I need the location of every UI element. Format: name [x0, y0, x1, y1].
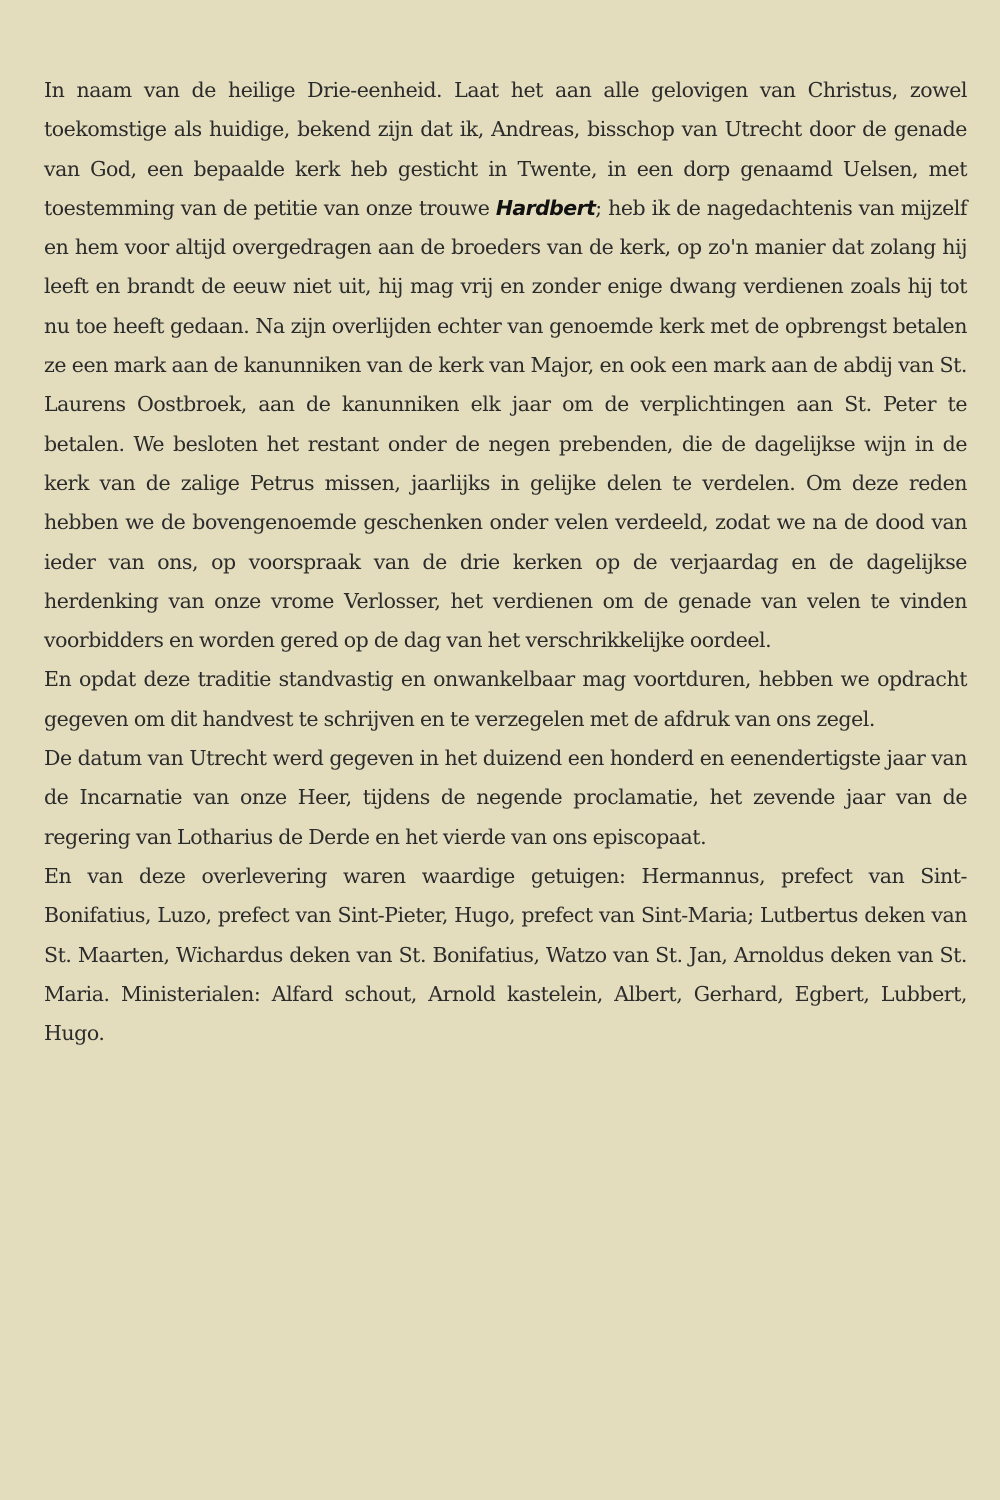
highlighted-name: Hardbert: [495, 195, 596, 220]
paragraph-date: De datum van Utrecht werd gegeven in het duizend een honderd en eenendertigste jaar van de Incarnatie van onze Heer, tijdens de negende proclamatie, het zevende jaar van de regering van Lotharius de Derde en het vierde van ons episcopaat.: [44, 746, 967, 849]
paragraph-tradition: En opdat deze traditie standvastig en onwankelbaar mag voortduren, hebben we opdracht gegeven om dit handvest te schrijven en te verzegelen met de afdruk van ons zegel.: [44, 667, 967, 731]
paragraph-text-before-name: In naam van de heilige Drie-eenheid. Laat het aan alle gelovigen van Christus, zowel toekomstige als huidige, bekend zijn dat ik, Andreas, bisschop van Utrecht door de genade van God, een bepaalde kerk heb gesticht in Twente, in een dorp genaamd Uelsen, met toestemming van de petitie van onze trouwe: [44, 78, 967, 220]
charter-text: [44, 71, 967, 1053]
paragraph-charter-body: [44, 71, 967, 660]
paragraph-witnesses: En van deze overlevering waren waardige getuigen: Hermannus, prefect van Sint-Bonifatius, Luzo, prefect van Sint-Pieter, Hugo, prefect van Sint-Maria; Lutbertus deken van St. Maarten, Wichardus deken van St. Bonifatius, Watzo van St. Jan, Arnoldus deken van St. Maria. Ministerialen: Alfard schout, Arnold kastelein, Albert, Gerhard, Egbert, Lubbert, Hugo.: [44, 863, 967, 1046]
paragraph-text-after-name: ; heb ik de nagedachtenis van mijzelf en hem voor altijd overgedragen aan de broeders van de kerk, op zo'n manier dat zolang hij leeft en brandt de eeuw niet uit, hij mag vrij en zonder enige dwang verdienen zoals hij tot nu toe heeft gedaan. Na zijn overlijden echter van genoemde kerk met de opbrengst betalen ze een mark aan de kanunniken van de kerk van Major, en ook een mark aan de abdij van St. Laurens Oostbroek, aan de kanunniken elk jaar om de verplichtingen aan St. Peter te betalen. We besloten het restant onder de negen prebenden, die de dagelijkse wijn in de kerk van de zalige Petrus missen, jaarlijks in gelijke delen te verdelen. Om deze reden hebben we de bovengenoemde geschenken onder velen verdeeld, zodat we na de dood van ieder van ons, op voorspraak van de drie kerken op de verjaardag en de dagelijkse herdenking van onze vrome Verlosser, het verdienen om de genade van velen te vinden voorbidders en worden gered op de dag van het verschrikkelijke oordeel.: [44, 195, 968, 653]
